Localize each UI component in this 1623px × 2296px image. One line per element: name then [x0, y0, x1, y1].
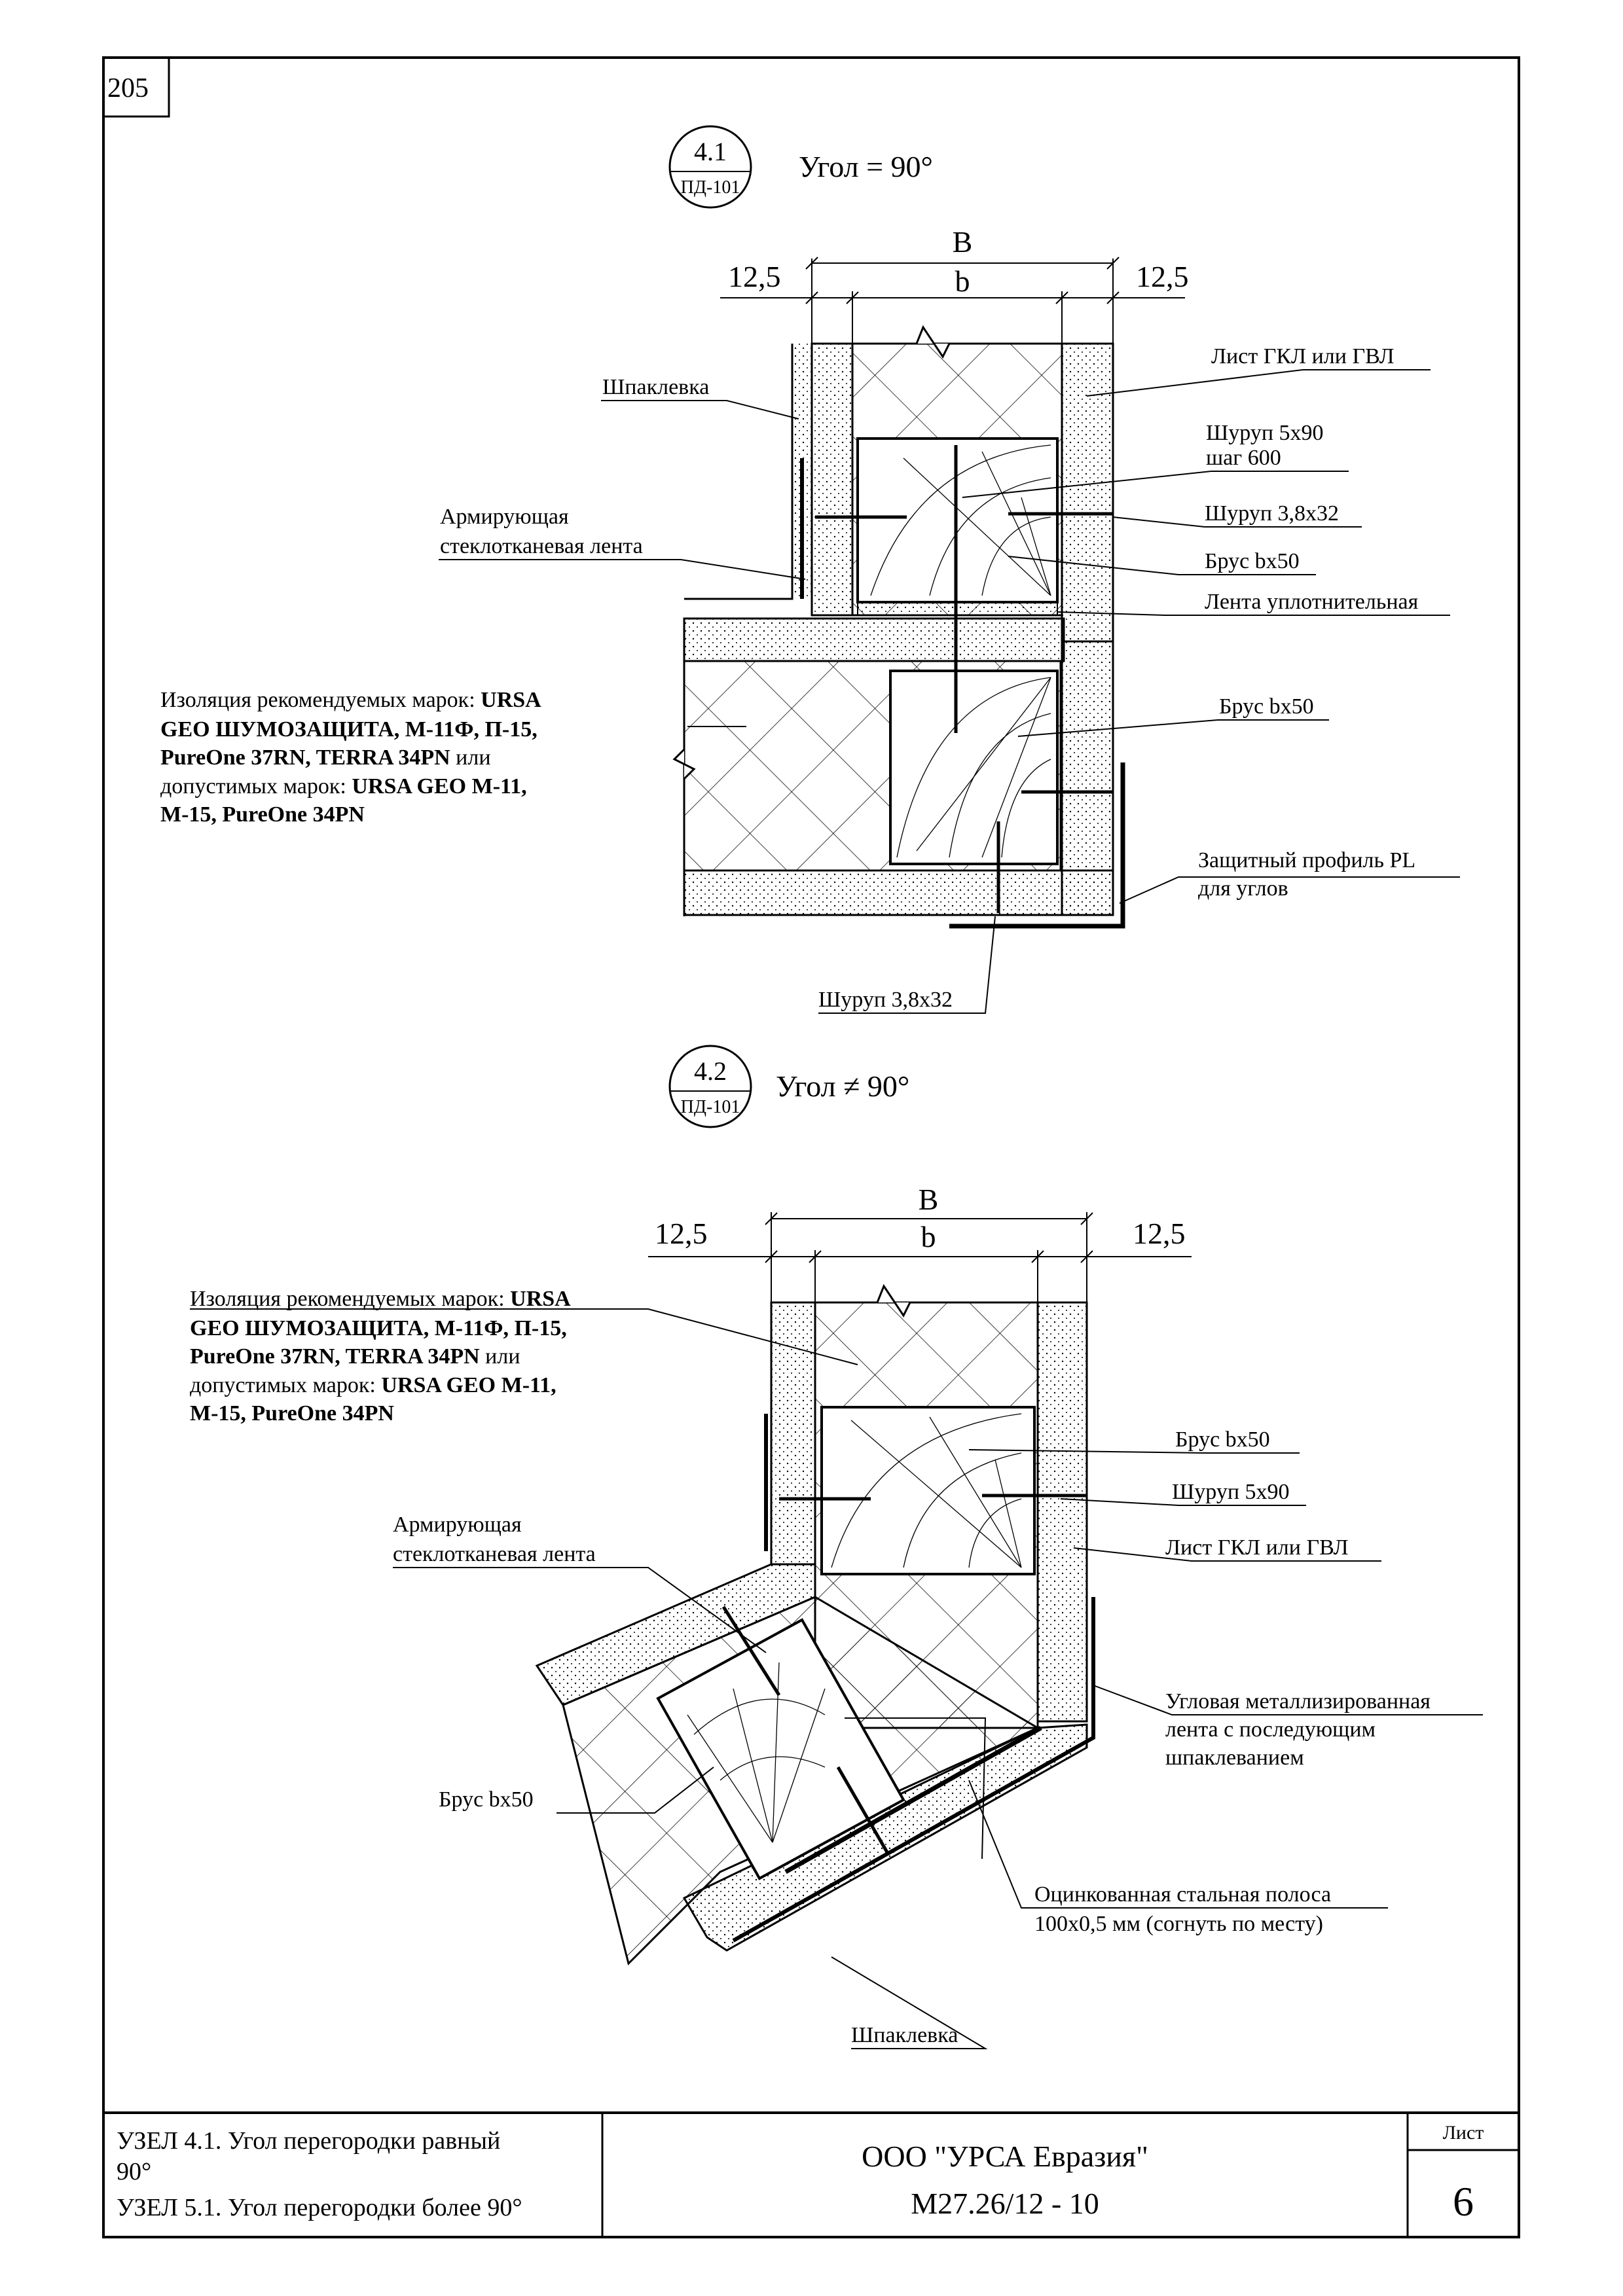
label-insulation-2: GEO ШУМОЗАЩИТА, М-11Ф, П-15, — [160, 717, 538, 742]
label-insulation-4: допустимых марок: URSA GEO M-11, — [190, 1373, 556, 1397]
label-steel-strip-2: 100х0,5 мм (согнуть по месту) — [1034, 1912, 1323, 1936]
dim-left: 12,5 — [655, 1217, 708, 1250]
board-right-lower — [1062, 641, 1113, 915]
board-right — [1062, 344, 1113, 641]
label-seal-tape: Лента уплотнительная — [1205, 590, 1419, 614]
marker-sheet: ПД-101 — [680, 1097, 740, 1117]
label-screw-3-8: Шуруп 3,8х32 — [1205, 501, 1340, 526]
label-profile-1: Защитный профиль PL — [1198, 848, 1416, 872]
title-line-1: УЗЕЛ 4.1. Угол перегородки равный — [117, 2127, 501, 2155]
label-sheet: Лист ГКЛ или ГВЛ — [1165, 1535, 1349, 1560]
board-left — [771, 1302, 815, 1564]
label-insulation-1: Изоляция рекомендуемых марок: URSA — [190, 1287, 571, 1311]
label-screw-step: шаг 600 — [1206, 446, 1281, 470]
label-putty: Шпаклевка — [851, 2023, 958, 2047]
dim-B: B — [952, 225, 973, 259]
board-bottom-horizontal — [684, 870, 1113, 915]
board-right — [1038, 1302, 1087, 1721]
sheet-number: 205 — [107, 73, 149, 103]
title-line-2: 90° — [117, 2158, 152, 2185]
dim-b: b — [921, 1220, 936, 1253]
dim-B: B — [918, 1183, 939, 1216]
title-line-3: УЗЕЛ 5.1. Угол перегородки более 90° — [117, 2194, 522, 2221]
label-beam-2: Брус bх50 — [439, 1787, 534, 1812]
title-block — [103, 2113, 1519, 2237]
label-tape-2: стеклотканевая лента — [440, 534, 643, 558]
detail-title: Угол = 90° — [799, 150, 933, 183]
detail-4-2 — [190, 1046, 1483, 2049]
board-left — [812, 344, 852, 615]
label-insulation-1: Изоляция рекомендуемых марок: URSA — [160, 688, 541, 712]
detail-title: Угол ≠ 90° — [776, 1069, 910, 1103]
label-insulation-5: M-15, PureOne 34PN — [190, 1401, 394, 1426]
label-insulation-4: допустимых марок: URSA GEO M-11, — [160, 774, 527, 798]
label-sheet: Лист ГКЛ или ГВЛ — [1211, 344, 1395, 368]
list-label: Лист — [1442, 2122, 1484, 2144]
dim-right: 12,5 — [1136, 260, 1189, 293]
beam-2 — [890, 671, 1057, 864]
list-number: 6 — [1453, 2178, 1474, 2225]
dimension-lines — [648, 1212, 1192, 1302]
label-tape-1: Армирующая — [440, 505, 569, 529]
dimension-lines — [720, 257, 1185, 344]
label-metal-tape-2: лента с последующим — [1165, 1717, 1376, 1742]
document-code: М27.26/12 - 10 — [911, 2187, 1099, 2220]
label-beam-1: Брус bх50 — [1175, 1427, 1270, 1452]
label-insulation-2: GEO ШУМОЗАЩИТА, М-11Ф, П-15, — [190, 1316, 567, 1340]
label-steel-strip-1: Оцинкованная стальная полоса — [1034, 1882, 1332, 1907]
label-tape-2: стеклотканевая лента — [393, 1542, 596, 1566]
label-screw-bottom: Шуруп 3,8х32 — [818, 988, 953, 1012]
dim-b: b — [955, 264, 970, 298]
label-putty: Шпаклевка — [602, 375, 710, 399]
board-top-horizontal — [684, 619, 1064, 661]
marker-number: 4.1 — [694, 137, 727, 166]
label-profile-2: для углов — [1198, 876, 1288, 901]
label-metal-tape-3: шпаклеванием — [1165, 1746, 1304, 1770]
label-tape-1: Армирующая — [393, 1513, 522, 1537]
label-metal-tape-1: Угловая металлизированная — [1165, 1689, 1431, 1713]
label-insulation-3: PureOne 37RN, TERRA 34PN или — [190, 1344, 520, 1369]
label-beam-2: Брус bх50 — [1219, 694, 1314, 719]
company-name: ООО "УРСА Евразия" — [862, 2140, 1148, 2173]
marker-number: 4.2 — [694, 1056, 727, 1086]
label-insulation-5: M-15, PureOne 34PN — [160, 802, 365, 827]
dim-right: 12,5 — [1133, 1217, 1186, 1250]
label-beam-1: Брус bх50 — [1205, 549, 1300, 573]
label-screw-5x90: Шуруп 5х90 — [1206, 421, 1324, 445]
label-screw-5x90: Шуруп 5х90 — [1172, 1480, 1290, 1504]
marker-sheet: ПД-101 — [680, 177, 740, 198]
dim-left: 12,5 — [728, 260, 781, 293]
label-insulation-3: PureOne 37RN, TERRA 34PN или — [160, 745, 491, 770]
detail-4-1 — [160, 126, 1460, 1013]
